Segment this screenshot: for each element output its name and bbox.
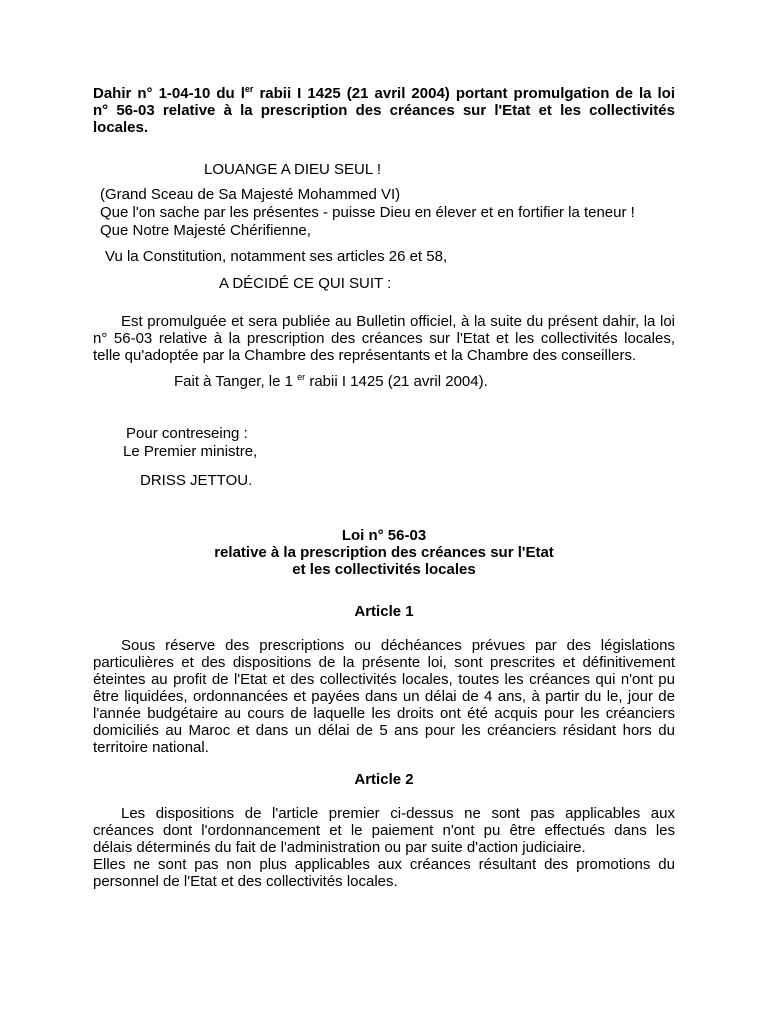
contreseing-line: Pour contreseing :: [126, 425, 248, 442]
article-2-line: Elles ne sont pas non plus applicables aux créances résultant des promotions du: [93, 856, 675, 873]
decide-line: A DÉCIDÉ CE QUI SUIT :: [219, 275, 392, 292]
promulgation-paragraph: [93, 313, 675, 364]
article-1-line: domiciliés au Maroc et dans un délai de 5 ans pour les créanciers résidant hors du: [93, 722, 675, 739]
fait-line: Fait à Tanger, le 1 $^{er}$ rabii I 1425 (21 avril 2004).: [174, 372, 488, 390]
promulgation-line-2: n° 56-03 relative à la prescription des créances sur l'Etat et les collectivités locales,: [93, 330, 675, 347]
law-heading-line-3: et les collectivités locales: [292, 561, 476, 578]
premier-ministre-line: Le Premier ministre,: [123, 443, 258, 460]
dahir-title-line-1: Dahir n° 1-04-10 du $l^{er}$ rabii I 1425 (21 avril 2004) portant promulgation de la loi: [93, 84, 676, 102]
article-1-line: éteintes au profit de l'Etat et des collectivités locales, toutes les créances qui n'ont pu: [93, 671, 675, 688]
article-2-heading: Article 2: [354, 771, 414, 788]
article-1-heading: Article 1: [354, 603, 414, 620]
article-2-line: créances dont l'ordonnancement et le paiement n'ont pu être effectués dans les: [93, 822, 675, 839]
article-2-line: délais déterminés du fait de l'administration ou par suite d'action judiciaire.: [93, 839, 586, 856]
article-2-line: Les dispositions de l'article premier ci-dessus ne sont pas applicables aux: [121, 805, 675, 822]
promulgation-line-3: telle qu'adoptée par la Chambre des représentants et la Chambre des conseillers.: [93, 347, 637, 364]
signatory-name: DRISS JETTOU.: [140, 472, 253, 489]
law-heading-line-2: relative à la prescription des créances sur l'Etat: [214, 544, 554, 561]
law-heading: [93, 527, 675, 578]
sache-line: Que l'on sache par les présentes - puisse Dieu en élever et en fortifier la teneur !: [100, 204, 635, 221]
dahir-title-line-3: locales.: [93, 119, 149, 136]
majeste-line: Que Notre Majesté Chérifienne,: [100, 222, 311, 239]
article-1-line: l'année budgétaire au cours de laquelle les droits ont été acquis pour les créanciers: [93, 705, 675, 722]
article-1-body: [93, 637, 675, 756]
praise-line: LOUANGE A DIEU SEUL !: [204, 161, 382, 178]
article-1-line: Sous réserve des prescriptions ou déchéances prévues par des législations: [121, 637, 675, 654]
article-2-line: personnel de l'Etat et des collectivités locales.: [93, 873, 398, 890]
article-1-line: particulières et des dispositions de la présente loi, sont prescrites et définitivement: [93, 654, 675, 671]
article-1-line: territoire national.: [93, 739, 209, 756]
article-1-line: être liquidées, ordonnancées et payées dans un délai de 4 ans, à partir du le, jour de: [93, 688, 675, 705]
article-2-body: [93, 805, 675, 890]
promulgation-line-1: Est promulguée et sera publiée au Bulletin officiel, à la suite du présent dahir, la loi: [121, 313, 675, 330]
dahir-title: [93, 85, 675, 136]
constitution-line: Vu la Constitution, notamment ses articles 26 et 58,: [105, 248, 448, 265]
law-heading-line-1: Loi n° 56-03: [341, 527, 427, 544]
dahir-title-line-2: n° 56-03 relative à la prescription des créances sur l'Etat et les collectivités: [93, 102, 675, 119]
seal-line: (Grand Sceau de Sa Majesté Mohammed VI): [100, 186, 401, 203]
